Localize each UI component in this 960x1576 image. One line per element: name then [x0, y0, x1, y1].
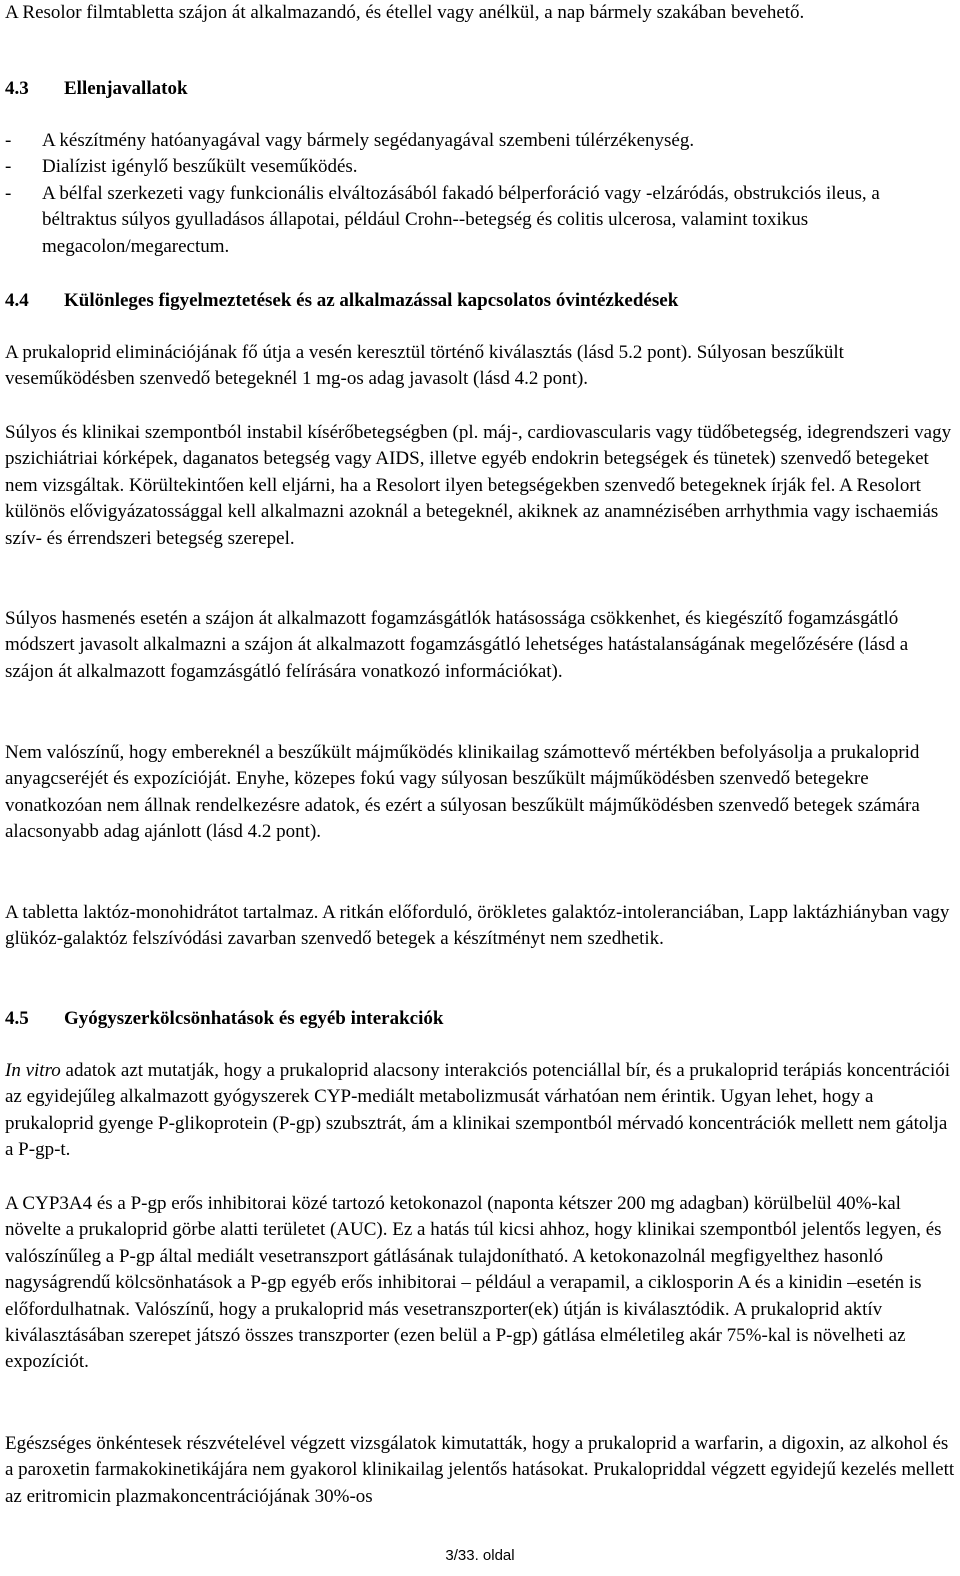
section-number: 4.3 [5, 78, 29, 99]
section-title: Gyógyszerkölcsönhatások és egyéb interakciók [64, 1008, 444, 1029]
paragraph-text: adatok azt mutatják, hogy a prukaloprid alacsony interakciós potenciállal bír, és a prukaloprid terápiás koncentrációi az egyidejűleg alkalmazott gyógyszerek CYP-mediált metabolizmusát várhatóan nem érintik. Ugyan lehet, hogy a prukaloprid gyenge P-glikoprotein (P-gp) szubsztrát, ám a klinikai szempontból mérvadó koncentrációk mellett nem gátolja a P-gp-t. [5, 1060, 951, 1161]
paragraph-elimination: A prukaloprid eliminációjának fő útja a vesén keresztül történő kiválasztás (lásd 5.2 pont). Súlyosan beszűkült veseműködésben szenvedő betegeknél 1 mg-os adag javasolt (lásd 4.2 pont). [5, 342, 844, 390]
section-4-5-heading [5, 1006, 443, 1032]
paragraph-contraceptive: Súlyos hasmenés esetén a szájon át alkalmazott fogamzásgátlók hatásossága csökkenhet, és kiegészítő fogamzásgátló módszert javasolt alkalmazni a szájon át alkalmazott fogamzásgátló lehetséges hatástalanságának megelőzésére (lásd a szájon át alkalmazott fogamzásgátló felírására vonatkozó információkat). [5, 608, 909, 682]
contraindication-list [5, 128, 955, 260]
bullet-dash: - [5, 130, 12, 151]
section-number: 4.4 [5, 290, 29, 311]
page-number: 3/33. oldal [445, 1547, 515, 1564]
paragraph-hepatic: Nem valószínű, hogy embereknél a beszűkült májműködés klinikailag számottevő mértékben befolyásolja a prukaloprid anyagcseréjét és expozícióját. Enyhe, közepes fokú vagy súlyosan beszűkült májműködésben szenvedő betegekre vonatkozóan nem állnak rendelkezésre adatok, és ezért a súlyosan beszűkült májműködésben szenvedő betegek számára alacsonyabb adag ajánlott (lásd 4.2 pont). [5, 742, 920, 843]
section-4-3-heading [5, 76, 188, 102]
paragraph-in-vitro [5, 1058, 955, 1164]
paragraph-comorbidity: Súlyos és klinikai szempontból instabil kísérőbetegségben (pl. máj-, cardiovascularis vagy tüdőbetegség, idegrendszeri vagy pszichiátriai kórképek, daganatos betegség vagy AIDS, illetve egyéb endokrin betegségek és tünetek) szenvedő betegeket nem vizsgáltak. Körültekintően kell eljárni, ha a Resolort ilyen betegségekben szenvedő betegeknek írják fel. A Resolort különös elővigyázatossággal kell alkalmazni azoknál a betegeknél, akiknek az anamnézisében arrhythmia vagy ischaemiás szív- és érrendszeri betegség szerepel. [5, 422, 952, 549]
section-4-4-heading [5, 288, 678, 314]
bullet-dash: - [5, 182, 12, 204]
list-item [5, 154, 955, 180]
paragraph-lactose: A tabletta laktóz-monohidrátot tartalmaz. A ritkán előforduló, örökletes galaktóz-intoleranciában, Lapp laktázhiányban vagy glükóz-galaktóz felszívódási zavarban szenvedő betegek a készítményt nem szedhetik. [5, 902, 950, 950]
list-item-text: A készítmény hatóanyagával vagy bármely segédanyagával szembeni túlérzékenység. [42, 130, 695, 151]
list-item [5, 128, 955, 154]
intro-paragraph: A Resolor filmtabletta szájon át alkalmazandó, és étellel vagy anélkül, a nap bármely szakában bevehető. [5, 2, 805, 23]
bullet-dash: - [5, 156, 12, 178]
paragraph-ketoconazole: A CYP3A4 és a P-gp erős inhibitorai közé tartozó ketokonazol (naponta kétszer 200 mg adagban) körülbelül 40%-kal növelte a prukaloprid görbe alatti területet (AUC). Ez a hatás túl kicsi ahhoz, hogy klinikai szempontból jelentős legyen, és valószínűleg a P-gp által mediált vesetranszport gátlásának tulajdonítható. A ketokonazolnál megfigyelthez hasonló nagyságrendű kölcsönhatások a P-gp egyéb erős inhibitorai – például a verapamil, a ciklosporin A és a kinidin –esetén is előfordulhatnak. Valószínű, hogy a prukaloprid más vesetranszporter(ek) útján is kiválasztódik. A prukaloprid aktív kiválasztásában szerepet játszó összes transzporter (ezen belül a P-gp) gátlása elméletileg akár 75%-kal is növelheti az expozíciót. [5, 1193, 942, 1373]
list-item-text: Dialízist igénylő beszűkült veseműködés. [42, 156, 358, 178]
section-title: Különleges figyelmeztetések és az alkalmazással kapcsolatos óvintézkedések [64, 290, 679, 311]
list-item [5, 181, 955, 260]
section-title: Ellenjavallatok [64, 78, 188, 99]
italic-term: In vitro [5, 1060, 61, 1081]
list-item-text: A bélfal szerkezeti vagy funkcionális elváltozásából fakadó bélperforáció vagy -elzáródás, obstrukciós ileus, a béltraktus súlyos gyulladásos állapotai, például Crohn--betegség és colitis ulcerosa, valamint toxikus megacolon/megarectum. [42, 182, 880, 257]
section-number: 4.5 [5, 1008, 29, 1029]
paragraph-healthy-volunteers: Egészséges önkéntesek részvételével végzett vizsgálatok kimutatták, hogy a prukaloprid a warfarin, a digoxin, az alkohol és a paroxetin farmakokinetikájára nem gyakorol klinikailag jelentős hatásokat. Prukalopriddal végzett egyidejű kezelés mellett az eritromicin plazmakoncentrációjának 30%-os [5, 1433, 955, 1507]
